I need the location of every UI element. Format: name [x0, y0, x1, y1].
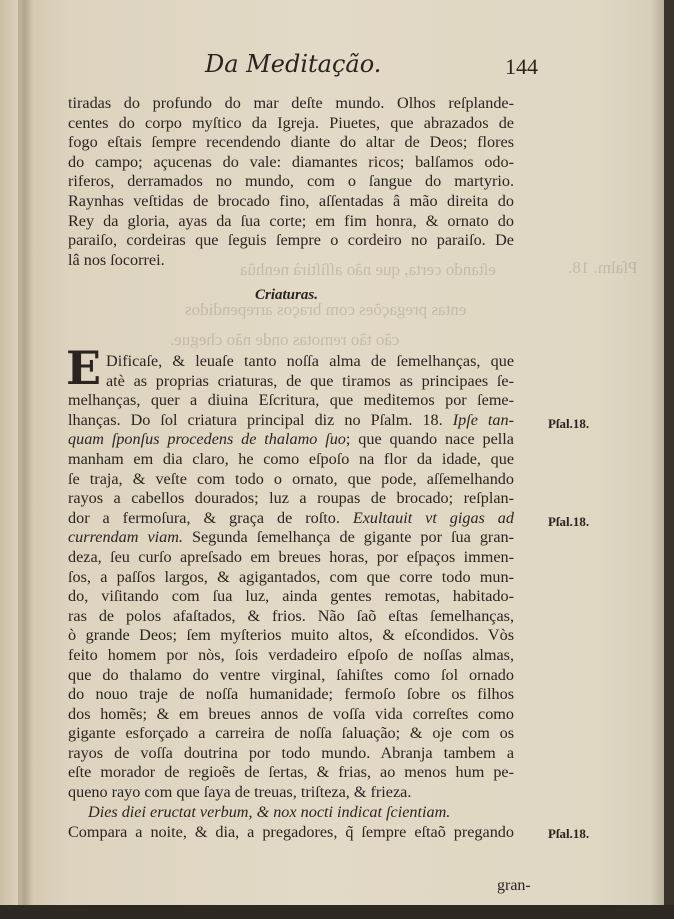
- book-edge: [0, 905, 674, 919]
- text-line: do campo; açucenas do vale: diamantes ricos; balſamos odo-: [68, 152, 514, 171]
- margin-note-psalm: Pſal.18.: [548, 416, 590, 431]
- text-line: centes do corpo myſtico da Igreja. Piuetes, que abrazados de: [68, 113, 514, 132]
- text-line: Raynhas veſtidas de brocado fino, aſſentadas â mão direita do: [68, 191, 514, 210]
- text-line: [68, 430, 514, 450]
- text-line: Rey da gloria, ayas da ſua corte; em fim honra, & ornato do: [68, 211, 514, 230]
- text-line: ò grande Deos; ſem myſterios muito altos, & eſcondidos. Vòs: [68, 626, 514, 645]
- text-line: ras de polos afaſtados, & frios. Não ſaõ eſtas ſemelhanças,: [68, 606, 514, 625]
- text-line: que do thalamo do ventre virginal, ſahiſtes como ſol ornado: [68, 665, 514, 684]
- text-line: lâ nos ſocorrei.: [68, 250, 165, 269]
- latin-quote: quam ſponſus procedens de thalamo ſuo: [68, 430, 346, 449]
- bleed-through-text: cão tão remotas onde não chegue.: [170, 330, 400, 349]
- text-segment: dor a fermoſura, & graça de roſto.: [68, 508, 353, 527]
- section-title: Criaturas.: [255, 287, 318, 303]
- text-line: paraiſo, cordeiras que ſeguis ſempre o cordeiro no paraiſo. De: [68, 231, 514, 250]
- page-number: 144: [505, 54, 538, 79]
- text-line: ſos, a paſſos largos, & agigantados, com que corre todo mun-: [68, 567, 514, 586]
- text-segment: Segunda ſemelhança de gigante por ſua gran-: [182, 528, 514, 547]
- text-line: [68, 411, 514, 431]
- text-line: riferos, derramados no mundo, com o ſangue do martyrio.: [68, 172, 514, 191]
- text-line: ſe traja, & veſte com todo o ornato, que pode, aſſemelhando: [68, 469, 514, 488]
- bleed-through-text: eſtando certa, que não aſſiſtirà nenhũa: [240, 260, 496, 279]
- text-line: fogo eſtais ſempre recendendo diante do altar de Deos; flores: [68, 133, 514, 152]
- paragraph-creatures: [68, 352, 514, 803]
- text-line: [68, 528, 514, 548]
- text-line: dos homẽs; & em breues annos de voſſa vida correſtes como: [68, 704, 514, 723]
- text-segment: ; que quando nace pella: [345, 430, 514, 449]
- text-line: feito homem por nòs, ſois verdadeiro eſpoſo de noſſas almas,: [68, 645, 514, 664]
- latin-quote: currendam viam.: [68, 528, 183, 547]
- paragraph-litany: [68, 94, 514, 270]
- running-head: Da Meditação.: [205, 50, 382, 78]
- bleed-through-text: Pſalm. 18.: [568, 258, 638, 277]
- text-line: tiradas do profundo do mar deſte mundo. Olhos reſplande-: [68, 94, 514, 112]
- margin-note-psalm: Pſal.18.: [548, 826, 590, 841]
- margin-note-psalm: Pſal.18.: [548, 514, 590, 529]
- text-line: gigante esforçado a carreira de noſſa ſaluação; & oje com os: [68, 724, 514, 743]
- book-edge: [664, 0, 674, 919]
- text-line: queno rayo com que ſaya de treuas, triſteza, & frieza.: [68, 783, 412, 802]
- text-line: atè as proprias criaturas, de que tiramos as principaes ſe-: [106, 371, 514, 390]
- latin-quote: Exultauit vt gigas ad: [352, 508, 514, 527]
- spine-shadow: [18, 0, 32, 905]
- catchword: gran-: [497, 877, 531, 894]
- text-line: rayos de voſſa doutrina por todo mundo. Abranja tambem a: [68, 743, 514, 762]
- text-line: do, viſitando com ſua luz, ainda gentes remotas, habitado-: [68, 587, 514, 606]
- text-line: Dificaſe, & leuaſe tanto noſſa alma de ſemelhanças, que: [106, 352, 514, 370]
- text-line: rayos a cabellos dourados; luz a roupas de brocado; reſplan-: [68, 489, 514, 508]
- text-line: Compara a noite, & dia, a pregadores, q̃ ſempre eſtaõ pregando: [68, 822, 514, 841]
- text-line: manham em dia claro, he como eſpoſo na flor da idade, que: [68, 449, 514, 468]
- text-segment: lhanças. Do ſol criatura principal diz no Pſalm. 18.: [68, 410, 453, 429]
- text-line: melhanças, quer a diuina Eſcritura, que meditemos por ſeme-: [68, 391, 514, 410]
- latin-quote: Ipſe tan-: [452, 410, 514, 429]
- text-line: [68, 509, 514, 529]
- text-line: deza, ſeu curſo apreſsado em breues horas, por eſpaços immen-: [68, 547, 514, 566]
- drop-cap: E: [66, 341, 102, 395]
- bleed-through-text: entas pregações com braços arrependidos: [185, 300, 467, 319]
- latin-quote: Dies diei eructat verbum, & nox nocti indicat ſcientiam.: [88, 803, 451, 821]
- text-line: eſte morador de regioẽs de ſertas, & frias, ao menos hum pe-: [68, 763, 514, 782]
- paragraph-psalm: [68, 803, 514, 842]
- text-line: do nouo traje de noſſa humanidade; fermoſo ſobre os filhos: [68, 685, 514, 704]
